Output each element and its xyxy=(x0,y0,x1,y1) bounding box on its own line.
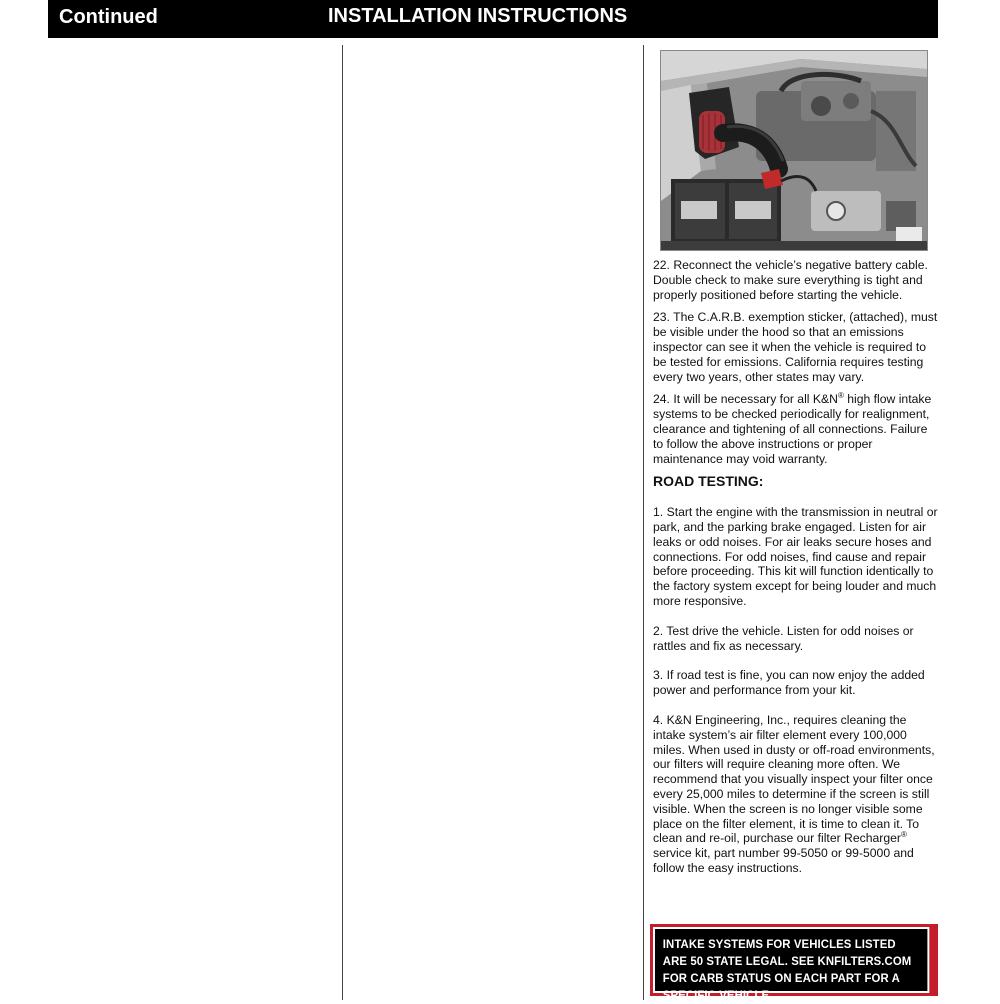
instructions-column xyxy=(653,258,938,891)
step-text-continued: high flow intake systems to be checked periodically for realignment, clearance and tightening of all connections. Failure to follow the above instructions or proper maintenance may void warranty. xyxy=(653,392,932,466)
road-testing-heading: ROAD TESTING: xyxy=(653,473,764,490)
road-test-step-4 xyxy=(653,713,938,876)
step-text: Test drive the vehicle. Listen for odd noises or rattles and fix as necessary. xyxy=(653,623,914,653)
header-bar xyxy=(48,0,938,38)
step-23 xyxy=(653,310,938,384)
carb-legal-notice xyxy=(650,924,938,1002)
road-test-step-2 xyxy=(653,624,938,654)
road-test-step-1 xyxy=(653,505,938,609)
step-number: 24. xyxy=(653,392,670,407)
step-number: 1. xyxy=(653,505,664,520)
step-22 xyxy=(653,258,938,302)
step-number: 3. xyxy=(653,668,664,683)
step-number: 23. xyxy=(653,310,670,325)
step-text: The C.A.R.B. exemption sticker, (attached), must be visible under the hood so that an emissions inspector can see it when the vehicle is required to be tested for emissions. California requires testing every two years, other states may vary. xyxy=(653,310,938,384)
step-number: 4. xyxy=(653,712,664,727)
step-text: If road test is fine, you can now enjoy the added power and performance from your kit. xyxy=(653,668,925,698)
step-text: Start the engine with the transmission in neutral or park, and the parking brake engaged. Listen for air leaks or odd noises. For air leaks secure hoses and connections. For odd noises, find cause and repair before proceeding. This kit will function identically to the factory system except for being louder and much more responsive. xyxy=(653,505,938,608)
step-number: 22. xyxy=(653,258,670,272)
engine-bay-photo xyxy=(660,50,928,251)
engine-bay-illustration xyxy=(661,51,927,250)
road-test-step-3 xyxy=(653,668,938,698)
column-divider-left xyxy=(342,45,343,1000)
step-number: 2. xyxy=(653,623,664,638)
registered-mark: ® xyxy=(837,391,844,401)
continued-label: Continued xyxy=(59,6,158,28)
registered-mark: ® xyxy=(900,830,907,840)
step-text-continued: service kit, part number 99-5050 or 99-5000 and follow the easy instructions. xyxy=(653,846,914,875)
notice-text: INTAKE SYSTEMS FOR VEHICLES LISTED ARE 50 STATE LEGAL. SEE KNFILTERS.COM FOR CARB STATUS ON EACH PART FOR A SPECIFIC VEHICLE. xyxy=(653,927,929,993)
step-text: Reconnect the vehicle’s negative battery cable. Double check to make sure everything is tight and properly positioned before starting the vehicle. xyxy=(653,258,928,302)
page-title: INSTALLATION INSTRUCTIONS xyxy=(328,5,628,27)
column-divider-right xyxy=(643,45,644,1000)
step-24 xyxy=(653,392,938,466)
step-text: K&N Engineering, Inc., requires cleaning the intake system’s air filter element every 100,000 miles. When used in dusty or off-road environments, our filters will require cleaning more often. We recommend that you visually inspect your filter once every 25,000 miles to determine if the screen is still visible. When the screen is no longer visible some place on the filter element, it is time to clean it. To clean and re-oil, purchase our filter Recharger xyxy=(653,712,935,846)
step-text: It will be necessary for all K&N xyxy=(673,392,838,407)
